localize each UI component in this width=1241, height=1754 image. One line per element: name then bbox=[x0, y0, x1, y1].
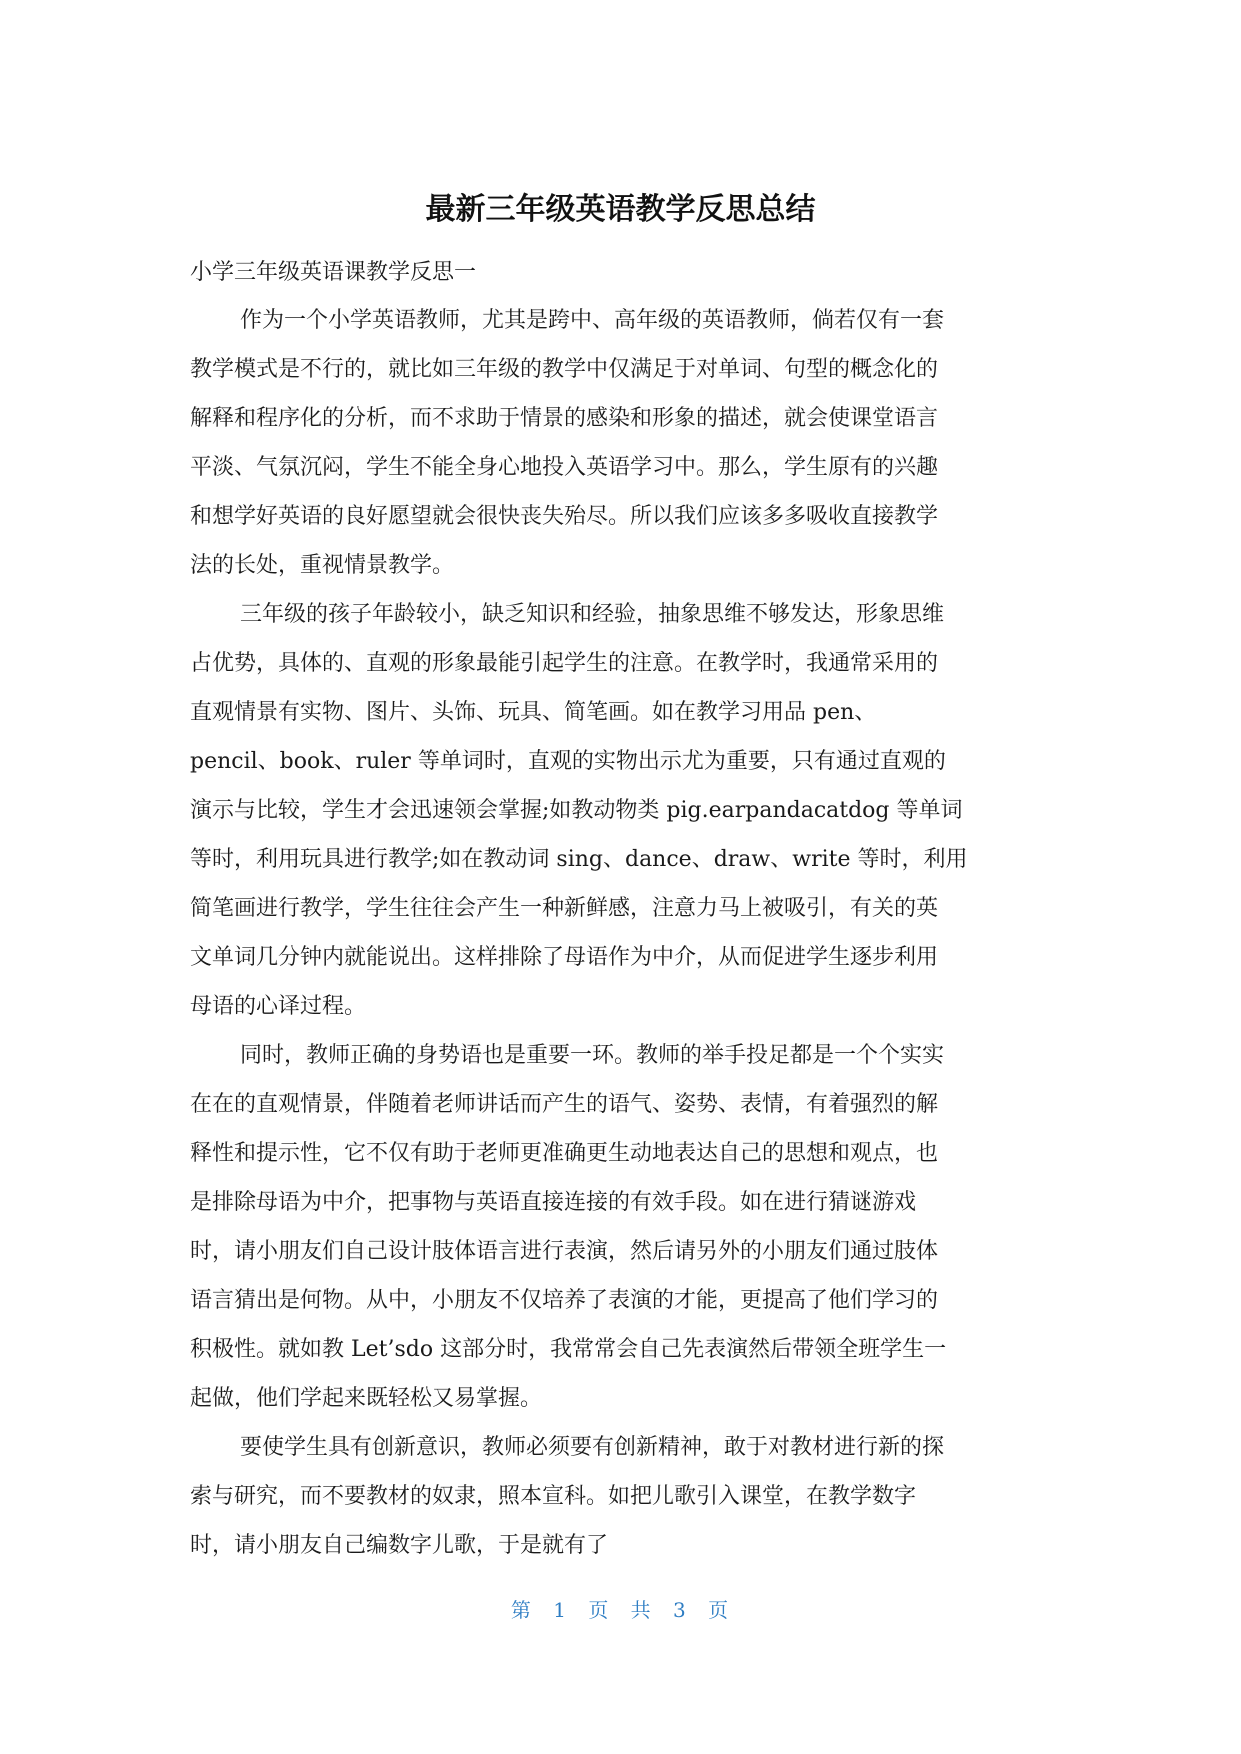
text-line: 直观情景有实物、图片、头饰、玩具、简笔画。如在教学习用品 pen、 bbox=[190, 700, 877, 725]
text-line: 和想学好英语的良好愿望就会很快丧失殆尽。所以我们应该多多吸收直接教学 bbox=[190, 504, 939, 529]
text-line: 占优势，具体的、直观的形象最能引起学生的注意。在教学时，我通常采用的 bbox=[190, 651, 939, 676]
text-line: 时，请小朋友们自己设计肢体语言进行表演，然后请另外的小朋友们通过肢体 bbox=[190, 1239, 939, 1264]
text-line: 起做，他们学起来既轻松又易掌握。 bbox=[190, 1386, 543, 1411]
text-line: 简笔画进行教学，学生往往会产生一种新鲜感，注意力马上被吸引，有关的英 bbox=[190, 896, 939, 921]
page-number: 第 1 页 共 3 页 bbox=[510, 1598, 731, 1622]
text-line: 索与研究，而不要教材的奴隶，照本宣科。如把儿歌引入课堂，在教学数字 bbox=[190, 1484, 917, 1509]
text-line: 文单词几分钟内就能说出。这样排除了母语作为中介，从而促进学生逐步利用 bbox=[190, 945, 939, 970]
text-line: 法的长处，重视情景教学。 bbox=[190, 553, 455, 578]
text-line: 在在的直观情景，伴随着老师讲话而产生的语气、姿势、表情，有着强烈的解 bbox=[190, 1092, 939, 1117]
text-line: 要使学生具有创新意识，教师必须要有创新精神，敢于对教材进行新的探 bbox=[240, 1435, 945, 1460]
text-line: 语言猜出是何物。从中，小朋友不仅培养了表演的才能，更提高了他们学习的 bbox=[190, 1288, 939, 1313]
text-line: 母语的心译过程。 bbox=[190, 994, 367, 1019]
text-line: 同时，教师正确的身势语也是重要一环。教师的举手投足都是一个个实实 bbox=[240, 1043, 945, 1068]
text-line: 释性和提示性，它不仅有助于老师更准确更生动地表达自己的思想和观点，也 bbox=[190, 1141, 939, 1166]
text-line: 演示与比较，学生才会迅速领会掌握;如教动物类 pig.earpandacatdog 等单词 bbox=[190, 798, 963, 823]
text-line: 解释和程序化的分析，而不求助于情景的感染和形象的描述，就会使课堂语言 bbox=[190, 406, 939, 431]
text-line: 等时，利用玩具进行教学;如在教动词 sing、dance、draw、write 等时，利用 bbox=[190, 847, 968, 872]
text-line: 积极性。就如教 Let’sdo 这部分时，我常常会自己先表演然后带领全班学生一 bbox=[190, 1337, 947, 1362]
section-heading: 小学三年级英语课教学反思一 bbox=[190, 260, 477, 285]
text-line: 平淡、气氛沉闷，学生不能全身心地投入英语学习中。那么，学生原有的兴趣 bbox=[190, 455, 939, 480]
document-title: 最新三年级英语教学反思总结 bbox=[425, 192, 816, 227]
text-line: 三年级的孩子年龄较小，缺乏知识和经验，抽象思维不够发达，形象思维 bbox=[240, 602, 945, 627]
text-line: 作为一个小学英语教师，尤其是跨中、高年级的英语教师，倘若仅有一套 bbox=[240, 308, 945, 333]
text-line: 时，请小朋友自己编数字儿歌，于是就有了 bbox=[190, 1533, 609, 1558]
text-line: 是排除母语为中介，把事物与英语直接连接的有效手段。如在进行猜谜游戏 bbox=[190, 1190, 917, 1215]
text-line: pencil、book、ruler 等单词时，直观的实物出示尤为重要，只有通过直观的 bbox=[190, 749, 946, 774]
text-line: 教学模式是不行的，就比如三年级的教学中仅满足于对单词、句型的概念化的 bbox=[190, 357, 939, 382]
